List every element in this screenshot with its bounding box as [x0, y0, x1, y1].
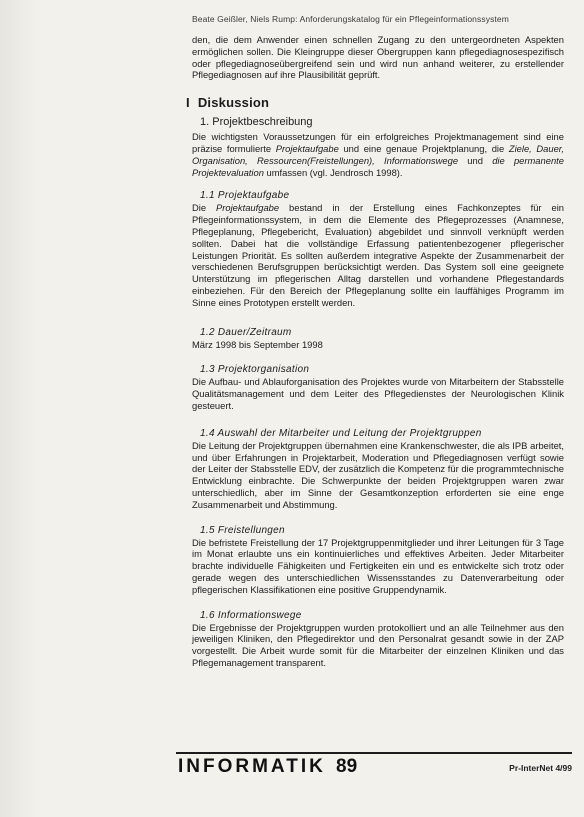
emphasis-run: Projektaufgabe [216, 202, 280, 214]
projekt-intro-paragraph [192, 131, 564, 178]
paragraph-freistellungen: Die befristete Freistellung der 17 Projektgruppenmitglieder und ihrer Leitungen für 3 Tage im Monat erlaubte uns ein kontinuierliches und effektives Arbeiten. Jeder Mitarbeiter brachte individuelle Fähigkeiten und Fertigkeiten ein und es entwickelte sich trotz oder gerade wegen des unterschiedlichen Wissensstandes zu Datenverarbeitung oder pflegerischen Klassifikationen eine positive Gruppendynamik. [192, 536, 564, 595]
text-run: und [458, 154, 493, 166]
emphasis-run: die permanente Projektevaluation [192, 154, 564, 178]
section-number: I [186, 95, 190, 111]
page-footer [176, 752, 572, 782]
subsection-title: Projektbeschreibung [212, 116, 313, 129]
heading-freistellungen: 1.5 Freistellungen [200, 524, 285, 536]
paragraph-dauer-zeitraum: März 1998 bis September 1998 [192, 338, 323, 350]
intro-paragraph: den, die dem Anwender einen schnellen Zugang zu den untergeordneten Aspekten ermöglichen sollen. Die Kleingruppe dieser Obergruppen kann pflegediagnosespezifisch oder pflegediagnoseübergreifend sein und wird nun anhand weiterer, zu erstellender Pflegediagnosen auf ihre Plausibilität geprüft. [192, 34, 564, 81]
heading-dauer-zeitraum: 1.2 Dauer/Zeitraum [200, 326, 292, 338]
paragraph-projektorganisation: Die Aufbau- und Ablauforganisation des Projektes wurde von Mitarbeitern der Stabsstelle Qualitätsmanagement und dem Leiter des Pflegedienstes der Neurologischen Klinik gesteuert. [192, 376, 564, 411]
heading-informationswege: 1.6 Informationswege [200, 609, 302, 621]
paragraph-informationswege: Die Ergebnisse der Projektgruppen wurden protokolliert und an alle Teilnehmer aus den jeweiligen Kliniken, den Pflegedirektor und den Personalrat gesandt sowie in der ZAP vorgestellt. Die Arbeit wurde somit für die Mitarbeiter der einzelnen Kliniken und das Pflegemanagement transparent. [192, 621, 564, 668]
text-run: bestand in der Erstellung eines Fachkonzeptes für ein Pflegeinformationssystem, in dem die Elemente des Pflegeprozesses (Anamnese, Pflegeplanung, Pflegebericht, Evaluation) abgebildet und sinnvoll verknüpft werden sollten. Dabei hat die vollständige Erfassung patientenbezogener pflegerischer Leistungen Priorität. Es sollten außerdem integrative Aspekte der Zusammenarbeit der verschiedenen Berufsgruppen berücksichtigt werden. Das System soll eine geeignete Unterstützung im pflegerischen Alltag darstellen und vorhandene Pflegestandards einbeziehen. Für den Bereich der Pflegeplanung sollte ein lauffähiges Programm im Sinne eines Prototypen erstellt werden. [192, 202, 564, 308]
running-head: Beate Geißler, Niels Rump: Anforderungskatalog für ein Pflegeinformationssystem [192, 14, 509, 24]
footer-rule [176, 752, 572, 754]
journal-issue: Pr-InterNet 4/99 [509, 763, 572, 773]
binding-shadow [0, 0, 40, 817]
footer-section-label: INFORMATIK [178, 756, 326, 777]
section-heading-diskussion [186, 95, 564, 110]
heading-projektorganisation: 1.3 Projektorganisation [200, 364, 310, 376]
text-run: Die [192, 202, 217, 214]
heading-auswahl-mitarbeiter: 1.4 Auswahl der Mitarbeiter und Leitung der Projektgruppen [200, 427, 482, 439]
page-number: 89 [336, 756, 358, 777]
emphasis-run: Ziele, Dauer, Organisation, Ressourcen(Freistellungen), Informationswege [192, 142, 565, 166]
subsection-number: 1. [200, 116, 210, 129]
section-title: Diskussion [197, 95, 270, 111]
paragraph-auswahl-mitarbeiter: Die Leitung der Projektgruppen übernahmen eine Krankenschwester, die als IPB arbeitet, und über Erfahrungen in Projektarbeit, Moderation und Pflegediagnosen verfügt sowie der Leiter der Stabsstelle EDV, der zusätzlich die Kompetenz für die programmtechnische Entwicklung einbrachte. Die Schwerpunkte der beiden Projektgruppen waren zwar unterschiedlich, aber im Sinne der Gesamtkonzeption erforderten sie eine enge Zusammenarbeit und Abstimmung. [192, 439, 564, 510]
emphasis-run: Projektaufgabe [275, 142, 339, 154]
paragraph-projektaufgabe [192, 202, 564, 308]
text-run: und eine genaue Projektplanung, die [338, 142, 509, 154]
subsection-heading-projektbeschreibung [200, 116, 564, 128]
text-run: umfassen (vgl. Jendrosch 1998). [263, 166, 403, 178]
heading-projektaufgabe: 1.1 Projektaufgabe [200, 190, 290, 202]
text-run: Die wichtigsten Voraussetzungen für ein erfolgreiches Projektmanagement sind eine präzise formulierte [192, 131, 564, 154]
article-body [186, 34, 565, 669]
